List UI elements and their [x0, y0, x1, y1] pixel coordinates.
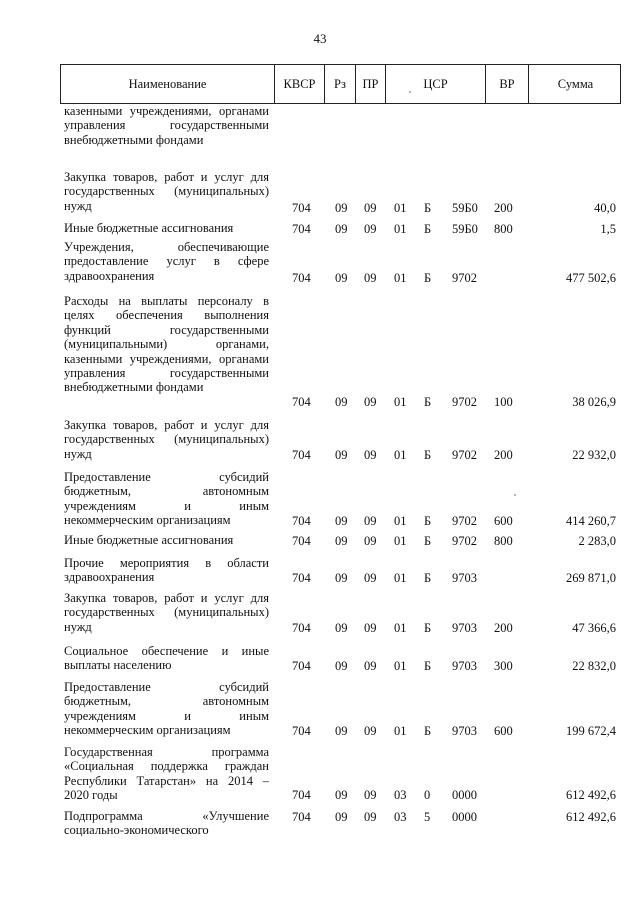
row-pr: 09: [364, 448, 377, 462]
table-row: [0, 240, 640, 286]
table-row: [0, 418, 640, 463]
row-kvsr: 704: [292, 448, 311, 462]
row-csr-subprogram: Б: [424, 395, 432, 409]
row-vr: 200: [494, 201, 513, 215]
row-csr-program: 01: [394, 571, 407, 585]
table-row: [0, 104, 640, 162]
row-csr-subprogram: 5: [424, 810, 431, 824]
row-rz: 09: [335, 222, 348, 236]
row-vr: 800: [494, 534, 513, 548]
row-csr-program: 01: [394, 514, 407, 528]
table-row: [0, 170, 640, 216]
row-kvsr: 704: [292, 201, 311, 215]
column-header-csr: ЦСР: [386, 65, 486, 103]
row-sum: 199 672,4: [566, 724, 616, 738]
row-pr: 09: [364, 395, 377, 409]
row-name: Учреждения, обеспечивающие предоставление услуг в сфере здравоохранения: [64, 240, 269, 283]
row-rz: 09: [335, 534, 348, 548]
row-name: Закупка товаров, работ и услуг для государственных (муниципальных) нужд: [64, 591, 269, 634]
row-pr: 09: [364, 201, 377, 215]
row-csr-subprogram: Б: [424, 534, 432, 548]
row-rz: 09: [335, 659, 348, 673]
row-sum: 22 932,0: [572, 448, 616, 462]
row-csr-direction: 9703: [452, 571, 477, 585]
row-kvsr: 704: [292, 724, 311, 738]
row-csr-subprogram: Б: [424, 201, 432, 215]
row-csr-direction: 0000: [452, 788, 477, 802]
row-vr: 600: [494, 514, 513, 528]
table-row: [0, 591, 640, 636]
row-kvsr: 704: [292, 810, 311, 824]
row-sum: 612 492,6: [566, 788, 616, 802]
row-kvsr: 704: [292, 788, 311, 802]
row-kvsr: 704: [292, 271, 311, 285]
row-rz: 09: [335, 621, 348, 635]
row-csr-subprogram: Б: [424, 448, 432, 462]
row-pr: 09: [364, 788, 377, 802]
row-sum: 38 026,9: [572, 395, 616, 409]
table-row: [0, 644, 640, 674]
row-csr-subprogram: Б: [424, 271, 432, 285]
row-kvsr: 704: [292, 222, 311, 236]
row-sum: 47 366,6: [572, 621, 616, 635]
row-csr-program: 01: [394, 448, 407, 462]
table-row: [0, 680, 640, 739]
row-csr-program: 01: [394, 222, 407, 236]
row-csr-program: 01: [394, 395, 407, 409]
row-kvsr: 704: [292, 395, 311, 409]
row-csr-subprogram: Б: [424, 724, 432, 738]
row-csr-subprogram: Б: [424, 514, 432, 528]
row-sum: 414 260,7: [566, 514, 616, 528]
row-kvsr: 704: [292, 571, 311, 585]
row-rz: 09: [335, 810, 348, 824]
row-csr-subprogram: 0: [424, 788, 431, 802]
row-sum: 40,0: [594, 201, 616, 215]
row-csr-program: 03: [394, 788, 407, 802]
column-header-name: Наименование: [61, 65, 275, 103]
row-pr: 09: [364, 659, 377, 673]
row-vr: 200: [494, 448, 513, 462]
row-pr: 09: [364, 514, 377, 528]
row-rz: 09: [335, 448, 348, 462]
row-rz: 09: [335, 724, 348, 738]
row-pr: 09: [364, 534, 377, 548]
row-vr: 800: [494, 222, 513, 236]
row-sum: 612 492,6: [566, 810, 616, 824]
column-header-rz: Рз: [325, 65, 356, 103]
row-csr-direction: 59Б0: [452, 201, 478, 215]
row-csr-direction: 9702: [452, 514, 477, 528]
table-row: [0, 556, 640, 586]
row-csr-program: 01: [394, 271, 407, 285]
column-header-kvsr: КВСР: [275, 65, 325, 103]
column-header-pr: ПР: [356, 65, 386, 103]
row-sum: 22 832,0: [572, 659, 616, 673]
row-csr-direction: 9702: [452, 448, 477, 462]
row-sum: 477 502,6: [566, 271, 616, 285]
row-csr-subprogram: Б: [424, 621, 432, 635]
row-sum: 2 283,0: [578, 534, 616, 548]
row-pr: 09: [364, 222, 377, 236]
row-name: Иные бюджетные ассигнования: [64, 221, 234, 235]
column-header-sum: Сумма: [557, 77, 594, 91]
table-header: [60, 64, 621, 104]
row-csr-program: 01: [394, 621, 407, 635]
row-name: Расходы на выплаты персоналу в целях обеспечения выполнения функций государственными (муниципальными) органами, казенными учреждениями, органами управления государственными внебюджетными фондами: [64, 294, 269, 395]
row-csr-program: 01: [394, 201, 407, 215]
row-pr: 09: [364, 621, 377, 635]
row-vr: 600: [494, 724, 513, 738]
row-csr-direction: 59Б0: [452, 222, 478, 236]
page-number: 43: [313, 31, 327, 46]
row-vr: 300: [494, 659, 513, 673]
table-row: [0, 533, 640, 549]
row-csr-direction: 9702: [452, 271, 477, 285]
row-csr-subprogram: Б: [424, 222, 432, 236]
row-csr-direction: 9702: [452, 534, 477, 548]
row-sum: 269 871,0: [566, 571, 616, 585]
row-kvsr: 704: [292, 514, 311, 528]
row-csr-direction: 9703: [452, 724, 477, 738]
table-row: [0, 221, 640, 237]
row-pr: 09: [364, 571, 377, 585]
row-name: Государственная программа «Социальная поддержка граждан Республики Татарстан» на 2014 – 2020 годы: [64, 745, 269, 803]
table-row: [0, 745, 640, 803]
row-name: Иные бюджетные ассигнования: [64, 533, 234, 547]
scan-speck: [514, 494, 516, 496]
row-rz: 09: [335, 571, 348, 585]
row-csr-direction: 9703: [452, 659, 477, 673]
row-name: Подпрограмма «Улучшение социально-экономического: [64, 809, 269, 838]
row-vr: 200: [494, 621, 513, 635]
row-csr-subprogram: Б: [424, 659, 432, 673]
row-csr-direction: 0000: [452, 810, 477, 824]
row-name: Прочие мероприятия в области здравоохранения: [64, 556, 269, 585]
table-row: [0, 470, 640, 529]
row-pr: 09: [364, 724, 377, 738]
row-pr: 09: [364, 271, 377, 285]
row-name: Социальное обеспечение и иные выплаты населению: [64, 644, 269, 673]
table-row: [0, 294, 640, 410]
row-name: Закупка товаров, работ и услуг для государственных (муниципальных) нужд: [64, 418, 269, 461]
table-row: [0, 809, 640, 838]
row-kvsr: 704: [292, 621, 311, 635]
row-rz: 09: [335, 271, 348, 285]
row-name: Предоставление субсидий бюджетным, автономным учреждениям и иным некоммерческим организациям: [64, 680, 269, 738]
row-vr: 100: [494, 395, 513, 409]
row-kvsr: 704: [292, 534, 311, 548]
row-csr-program: 01: [394, 724, 407, 738]
row-csr-subprogram: Б: [424, 571, 432, 585]
row-rz: 09: [335, 514, 348, 528]
row-csr-program: 03: [394, 810, 407, 824]
scan-speck: [409, 91, 411, 93]
row-rz: 09: [335, 201, 348, 215]
row-name: Предоставление субсидий бюджетным, автономным учреждениям и иным некоммерческим организациям: [64, 470, 269, 528]
row-csr-program: 01: [394, 534, 407, 548]
column-header-vr: ВР: [486, 65, 529, 103]
row-pr: 09: [364, 810, 377, 824]
row-rz: 09: [335, 395, 348, 409]
row-name: казенными учреждениями, органами управления государственными внебюджетными фондами: [64, 104, 269, 147]
row-sum: 1,5: [600, 222, 616, 236]
row-csr-direction: 9703: [452, 621, 477, 635]
row-kvsr: 704: [292, 659, 311, 673]
row-csr-direction: 9702: [452, 395, 477, 409]
row-csr-program: 01: [394, 659, 407, 673]
row-rz: 09: [335, 788, 348, 802]
row-name: Закупка товаров, работ и услуг для государственных (муниципальных) нужд: [64, 170, 269, 213]
